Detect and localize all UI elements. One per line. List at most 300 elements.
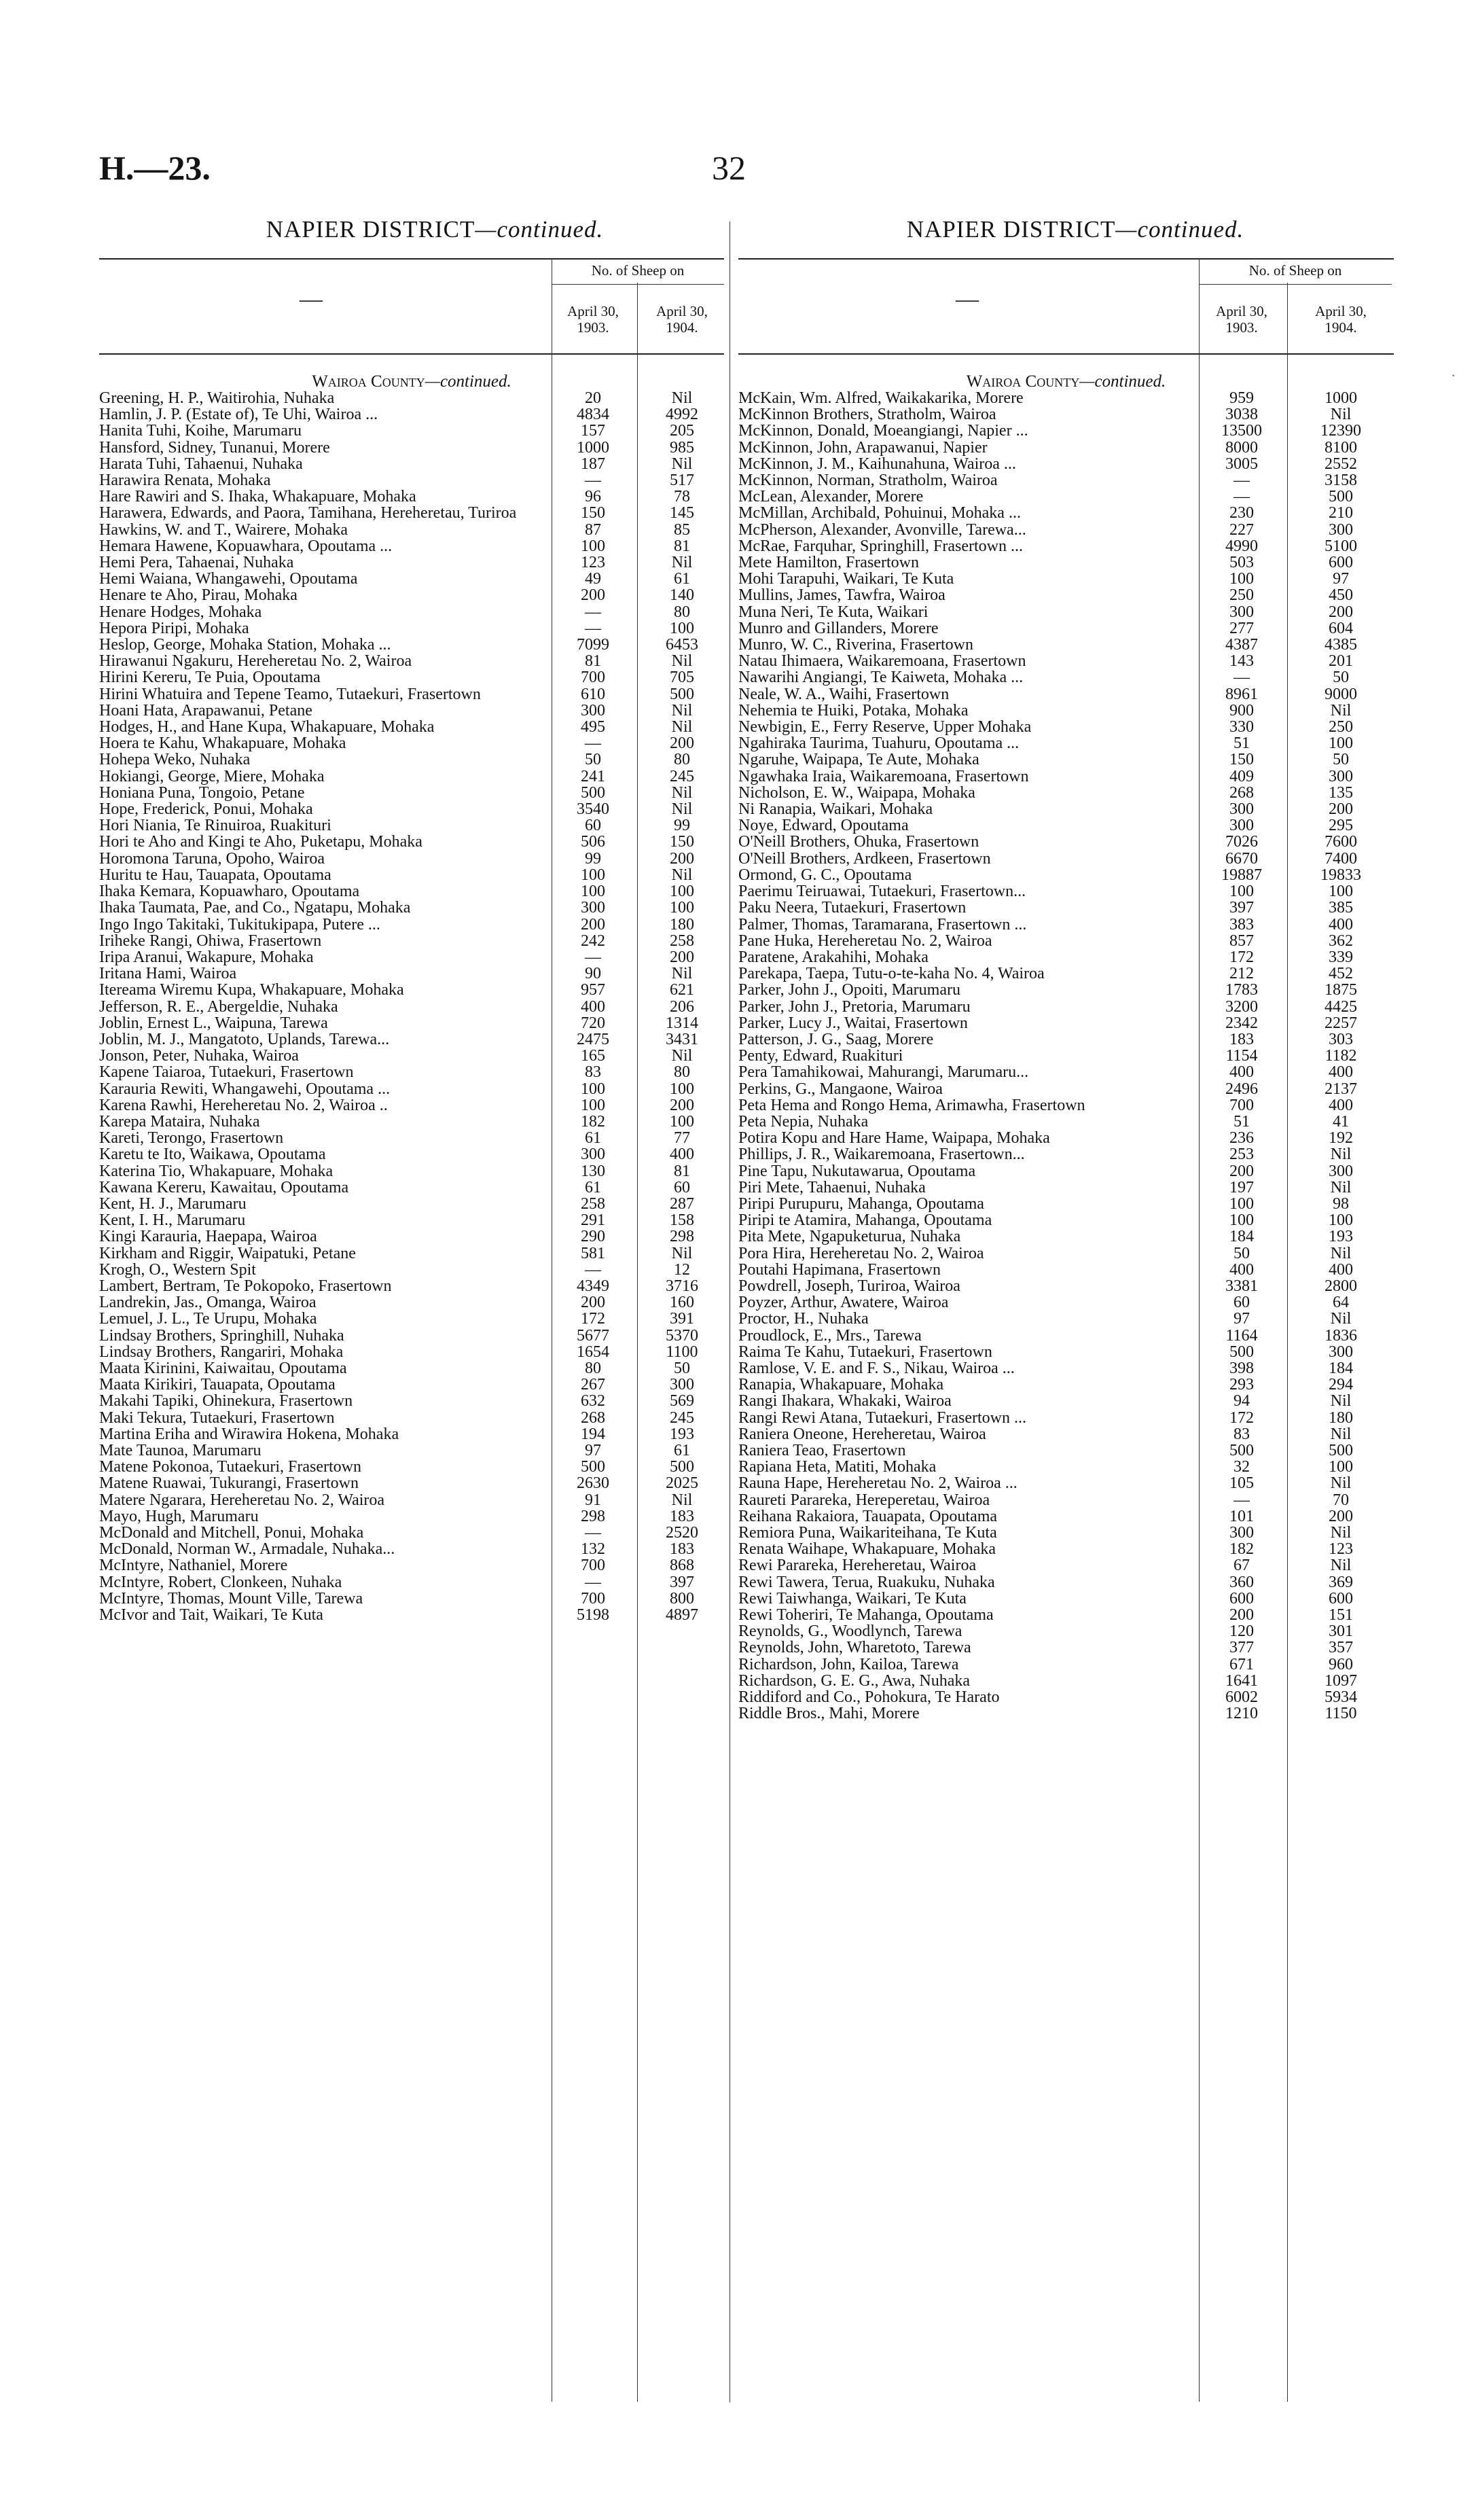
sheep-1903: 1210 [1225, 1705, 1258, 1723]
owner-name: Lindsay Brothers, Rangariri, Mohaka [99, 1343, 344, 1361]
sheep-1904: Nil [1330, 1178, 1352, 1196]
table-row [99, 489, 724, 505]
owner-name: Kareti, Terongo, Frasertown [99, 1129, 284, 1148]
table-row [738, 390, 1394, 406]
sheep-1904: 500 [670, 685, 694, 703]
table-row [738, 1393, 1394, 1409]
sheep-1903: 6002 [1225, 1688, 1258, 1707]
table-row [738, 1130, 1394, 1146]
owner-name: Hirawanui Ngakuru, Hereheretau No. 2, Wairoa [99, 652, 412, 671]
table-row [738, 703, 1394, 719]
sheep-1903: 506 [581, 833, 605, 851]
table-row [738, 538, 1394, 554]
sheep-1904: 5100 [1325, 537, 1357, 555]
table-row [99, 669, 724, 686]
owner-name: Poyzer, Arthur, Awatere, Wairoa [738, 1294, 949, 1312]
sheep-1903: 600 [1229, 1589, 1254, 1608]
sheep-1904: 4385 [1325, 636, 1357, 654]
sheep-1903: — [585, 948, 601, 966]
sheep-1904: 140 [670, 586, 694, 605]
table-row [99, 1163, 724, 1179]
right-section-title [780, 216, 1371, 243]
table-row [99, 1262, 724, 1278]
owner-name: Matene Pokonoa, Tutaekuri, Frasertown [99, 1458, 361, 1476]
table-row [99, 1557, 724, 1574]
sheep-1903: 377 [1229, 1639, 1254, 1657]
sheep-1903: 398 [1229, 1359, 1254, 1377]
sheep-1903: 241 [581, 767, 605, 785]
owner-name: Palmer, Thomas, Taramarana, Frasertown ... [738, 915, 1027, 934]
owner-name: Reynolds, John, Wharetoto, Tarewa [738, 1639, 971, 1657]
owner-name: Natau Ihimaera, Waikaremoana, Frasertown [738, 652, 1026, 671]
sheep-1904: 5934 [1325, 1688, 1357, 1707]
sheep-1903: 500 [1229, 1442, 1254, 1459]
table-row [738, 1294, 1394, 1311]
owner-name: Pita Mete, Ngapuketurua, Nuhaka [738, 1228, 961, 1246]
table-row [99, 1344, 724, 1360]
sheep-1903: 83 [585, 1063, 601, 1082]
sheep-1903: 500 [1229, 1343, 1254, 1361]
sheep-1903: — [585, 472, 601, 490]
left-col-1903: April 30, 1903. [567, 303, 619, 336]
page-number: 32 [712, 149, 746, 187]
owner-name: Powdrell, Joseph, Turiroa, Wairoa [738, 1277, 960, 1295]
sheep-1903: 503 [1229, 554, 1254, 572]
owner-name: Hori te Aho and Kingi te Aho, Puketapu, Mohaka [99, 833, 422, 851]
sheep-1904: 180 [670, 915, 694, 934]
owner-name: Katerina Tio, Whakapuare, Mohaka [99, 1162, 334, 1180]
table-row [738, 1097, 1394, 1114]
owner-name: Rewi Parareka, Hereheretau, Wairoa [738, 1557, 977, 1575]
sheep-1903: 1783 [1225, 981, 1258, 999]
table-row [99, 1130, 724, 1146]
table-row [99, 1541, 724, 1557]
sheep-1904: 452 [1329, 965, 1353, 983]
table-row [738, 834, 1394, 850]
owner-name: Nicholson, E. W., Waipapa, Mohaka [738, 783, 975, 802]
table-row [738, 1541, 1394, 1557]
table-row [738, 851, 1394, 867]
owner-name: Poutahi Hapimana, Frasertown [738, 1260, 941, 1279]
sheep-1904: 50 [1333, 751, 1349, 769]
table-row [99, 637, 724, 653]
sheep-1904: 500 [1329, 1442, 1353, 1459]
sheep-1904: 300 [670, 1376, 694, 1394]
sheep-1904: 193 [1329, 1228, 1353, 1246]
sheep-1904: 61 [674, 570, 690, 588]
sheep-1903: — [585, 603, 601, 621]
owner-name: Karetu te Ito, Waikawa, Opoutama [99, 1146, 326, 1164]
sheep-1904: 600 [1329, 1589, 1353, 1608]
sheep-1904: Nil [671, 554, 693, 572]
sheep-1903: 200 [1229, 1162, 1254, 1180]
sheep-1903: 49 [585, 570, 601, 588]
sheep-1904: 1000 [1325, 389, 1357, 407]
table-row [738, 406, 1394, 423]
sheep-1903: 13500 [1221, 422, 1262, 440]
sheep-1904: 100 [1329, 1211, 1353, 1230]
sheep-1904: 100 [670, 619, 694, 637]
sheep-1904: 400 [1329, 1260, 1353, 1279]
sheep-1904: 80 [674, 603, 690, 621]
table-row [99, 440, 724, 456]
sheep-1904: Nil [1330, 1425, 1352, 1443]
sheep-1903: 200 [581, 915, 605, 934]
sheep-1904: 200 [670, 948, 694, 966]
table-row [99, 1311, 724, 1327]
owner-name: Huritu te Hau, Tauapata, Opoutama [99, 866, 331, 884]
table-row [99, 719, 724, 735]
sheep-1903: 236 [1229, 1129, 1254, 1148]
sheep-1903: 120 [1229, 1622, 1254, 1641]
right-title-suffix: —continued. [1115, 216, 1244, 243]
sheep-1904: 145 [670, 504, 694, 522]
table-row [99, 1492, 724, 1508]
table-row [738, 1278, 1394, 1294]
sheep-1904: 258 [670, 931, 694, 950]
owner-name: Piripi te Atamira, Mahanga, Opoutama [738, 1211, 992, 1230]
table-row [738, 472, 1394, 489]
sheep-1903: 290 [581, 1228, 605, 1246]
sheep-1904: 151 [1329, 1606, 1353, 1625]
owner-name: Pine Tapu, Nukutawarua, Opoutama [738, 1162, 976, 1180]
table-row [738, 751, 1394, 768]
table-row [738, 867, 1394, 883]
table-row [738, 1574, 1394, 1591]
sheep-1904: 600 [1329, 554, 1353, 572]
owner-name: Kent, I. H., Marumaru [99, 1211, 246, 1230]
table-row [99, 1574, 724, 1591]
sheep-1903: 100 [1229, 1211, 1254, 1230]
right-col-1904: April 30, 1904. [1315, 303, 1367, 336]
sheep-1904: 184 [1329, 1359, 1353, 1377]
sheep-1903: 8961 [1225, 685, 1258, 703]
sheep-1903: 300 [1229, 1524, 1254, 1542]
sheep-1903: 200 [1229, 1606, 1254, 1625]
table-row [738, 1656, 1394, 1673]
sheep-1903: 3005 [1225, 455, 1258, 473]
sheep-1904: Nil [671, 718, 693, 737]
sheep-1904: 80 [674, 751, 690, 769]
owner-name: Piripi Purupuru, Mahanga, Opoutama [738, 1194, 984, 1213]
sheep-1904: 300 [1329, 767, 1353, 785]
table-row [99, 456, 724, 472]
sheep-1903: 610 [581, 685, 605, 703]
sheep-1903: 81 [585, 652, 601, 671]
sheep-1904: 357 [1329, 1639, 1353, 1657]
table-row [738, 1163, 1394, 1179]
sheep-1904: 201 [1329, 652, 1353, 671]
owner-name: Ni Ranapia, Waikari, Mohaka [738, 800, 933, 819]
owner-name: Hohepa Weko, Nuhaka [99, 751, 251, 769]
sheep-1903: 130 [581, 1162, 605, 1180]
sheep-1904: 100 [1329, 734, 1353, 753]
owner-name: Hirini Kereru, Te Puia, Opoutama [99, 669, 321, 687]
sheep-1904: 19833 [1320, 866, 1361, 884]
owner-name: Karauria Rewiti, Whangawehi, Opoutama ... [99, 1080, 391, 1098]
sheep-1903: 409 [1229, 767, 1254, 785]
sheep-1903: 172 [1229, 948, 1254, 966]
sheep-1903: 60 [1234, 1294, 1250, 1312]
owner-name: Richardson, John, Kailoa, Tarewa [738, 1655, 959, 1673]
owner-name: Hemi Pera, Tahaenai, Nuhaka [99, 554, 294, 572]
sheep-1904: 1314 [666, 1014, 698, 1032]
owner-name: McDonald and Mitchell, Ponui, Mohaka [99, 1524, 364, 1542]
table-row [738, 1262, 1394, 1278]
sheep-1903: — [585, 619, 601, 637]
table-row [738, 1328, 1394, 1344]
sheep-1903: 291 [581, 1211, 605, 1230]
sheep-1903: 83 [1234, 1425, 1250, 1443]
table-row [99, 1015, 724, 1031]
owner-name: McIntyre, Robert, Clonkeen, Nuhaka [99, 1573, 342, 1591]
owner-name: Richardson, G. E. G., Awa, Nuhaka [738, 1671, 971, 1690]
sheep-1903: 96 [585, 488, 601, 506]
sheep-1903: 19887 [1221, 866, 1262, 884]
owner-name: Parker, Lucy J., Waitai, Frasertown [738, 1014, 968, 1032]
owner-name: Pane Huka, Hereheretau No. 2, Wairoa [738, 931, 992, 950]
sheep-1903: 50 [585, 751, 601, 769]
sheep-1904: 868 [670, 1557, 694, 1575]
table-row [738, 965, 1394, 982]
sheep-1904: 7400 [1325, 849, 1357, 868]
right-title-text: NAPIER DISTRICT [906, 216, 1116, 243]
sheep-1903: 200 [581, 1294, 605, 1312]
table-row [738, 917, 1394, 933]
sheep-1904: 2257 [1325, 1014, 1357, 1032]
table-row [738, 669, 1394, 686]
sheep-1903: 700 [581, 669, 605, 687]
table-row [99, 1442, 724, 1459]
sheep-1903: 250 [1229, 586, 1254, 605]
sheep-1903: 1000 [577, 438, 609, 457]
sheep-1903: 100 [581, 537, 605, 555]
sheep-1904: Nil [671, 652, 693, 671]
owner-name: Phillips, J. R., Waikaremoana, Frasertown... [738, 1146, 1025, 1164]
sheep-1903: 2475 [577, 1030, 609, 1048]
sheep-1903: 182 [1229, 1540, 1254, 1559]
sheep-1903: 300 [581, 701, 605, 720]
owner-name: Jefferson, R. E., Abergeldie, Nuhaka [99, 997, 338, 1016]
owner-name: Hemi Waiana, Whangawehi, Opoutama [99, 570, 358, 588]
table-row [99, 1212, 724, 1228]
table-row [738, 456, 1394, 472]
table-row [99, 1377, 724, 1393]
table-row [738, 735, 1394, 751]
owner-name: Potira Kopu and Hare Hame, Waipapa, Mohaka [738, 1129, 1050, 1148]
sheep-1903: 60 [585, 817, 601, 835]
owner-name: Hepora Piripi, Mohaka [99, 619, 249, 637]
sheep-1903: 150 [581, 504, 605, 522]
owner-name: Jonson, Peter, Nuhaka, Wairoa [99, 1047, 299, 1065]
sheep-1903: 100 [1229, 883, 1254, 901]
sheep-1903: — [585, 1573, 601, 1591]
owner-name: Lambert, Bertram, Te Pokopoko, Frasertown [99, 1277, 392, 1295]
sheep-1904: 80 [674, 1063, 690, 1082]
owner-name: Maata Kirikiri, Tauapata, Opoutama [99, 1376, 336, 1394]
table-row [738, 1475, 1394, 1491]
owner-name: O'Neill Brothers, Ohuka, Frasertown [738, 833, 979, 851]
sheep-1903: 268 [1229, 783, 1254, 802]
table-row [99, 1508, 724, 1525]
table-row [738, 637, 1394, 653]
owner-name: McIntyre, Nathaniel, Morere [99, 1557, 288, 1575]
sheep-1904: 12390 [1320, 422, 1361, 440]
sheep-1903: — [1234, 669, 1250, 687]
sheep-1904: Nil [1330, 1310, 1352, 1328]
sheep-1904: 400 [670, 1146, 694, 1164]
sheep-1903: 100 [1229, 1194, 1254, 1213]
sheep-1903: 212 [1229, 965, 1254, 983]
sheep-1904: 250 [1329, 718, 1353, 737]
table-row [738, 1081, 1394, 1097]
owner-name: Krogh, O., Western Spit [99, 1260, 256, 1279]
sheep-1903: 300 [581, 1146, 605, 1164]
sheep-1904: 160 [670, 1294, 694, 1312]
sheep-1904: 100 [1329, 883, 1353, 901]
table-row [738, 1426, 1394, 1442]
owner-name: Rangi Ihakara, Whakaki, Wairoa [738, 1392, 952, 1410]
left-title-suffix: —continued. [475, 216, 604, 243]
sheep-1904: Nil [1330, 1392, 1352, 1410]
sheep-1903: 3200 [1225, 997, 1258, 1016]
sheep-1904: 81 [674, 1162, 690, 1180]
sheep-1904: 362 [1329, 931, 1353, 950]
sheep-1904: 135 [1329, 783, 1353, 802]
owner-name: McRae, Farquhar, Springhill, Frasertown ... [738, 537, 1023, 555]
sheep-1903: 268 [581, 1408, 605, 1427]
table-row [738, 982, 1394, 998]
sheep-1904: 4992 [666, 406, 698, 424]
sheep-1904: 183 [670, 1507, 694, 1525]
sheep-1904: Nil [1330, 1557, 1352, 1575]
sheep-1903: 172 [581, 1310, 605, 1328]
sheep-1904: 1100 [666, 1343, 698, 1361]
right-table-header [738, 258, 1394, 355]
table-row [738, 686, 1394, 703]
sheep-1904: 391 [670, 1310, 694, 1328]
right-name-column-header: — [956, 287, 979, 312]
sheep-1904: 301 [1329, 1622, 1353, 1641]
table-row [99, 406, 724, 423]
sheep-1903: 80 [585, 1359, 601, 1377]
sheep-1904: 78 [674, 488, 690, 506]
left-section-title [204, 216, 666, 243]
owner-name: McKinnon, J. M., Kaihunahuna, Wairoa ... [738, 455, 1016, 473]
table-row [99, 1591, 724, 1607]
sheep-1904: Nil [671, 701, 693, 720]
owner-name: Kawana Kereru, Kawaitau, Opoutama [99, 1178, 349, 1196]
sheep-1904: Nil [1330, 406, 1352, 424]
owner-name: Raniera Oneone, Hereheretau, Wairoa [738, 1425, 986, 1443]
sheep-1904: Nil [671, 1047, 693, 1065]
sheep-1903: 5677 [577, 1326, 609, 1345]
sheep-1903: 632 [581, 1392, 605, 1410]
table-row [738, 949, 1394, 965]
owner-name: Raniera Teao, Frasertown [738, 1442, 906, 1459]
sheep-1903: 194 [581, 1425, 605, 1443]
sheep-1904: 3158 [1325, 472, 1357, 490]
table-row [99, 653, 724, 669]
sheep-1903: 300 [1229, 800, 1254, 819]
sheep-1904: 385 [1329, 899, 1353, 917]
table-row [738, 1689, 1394, 1705]
sheep-1904: 569 [670, 1392, 694, 1410]
sheep-1904: 300 [1329, 520, 1353, 539]
sheep-1904: 50 [674, 1359, 690, 1377]
table-row [99, 1031, 724, 1048]
sheep-1904: 800 [670, 1589, 694, 1608]
sheep-1904: 81 [674, 537, 690, 555]
table-row [738, 785, 1394, 801]
sheep-1904: Nil [671, 455, 693, 473]
left-name-column-header: — [300, 287, 323, 312]
sheep-1903: 99 [585, 849, 601, 868]
owner-name: Rangi Rewi Atana, Tutaekuri, Frasertown ... [738, 1408, 1026, 1427]
table-row [99, 703, 724, 719]
table-row [99, 1459, 724, 1475]
owner-name: McIntyre, Thomas, Mount Ville, Tarewa [99, 1589, 363, 1608]
sheep-1904: 985 [670, 438, 694, 457]
table-row [738, 1492, 1394, 1508]
sheep-1904: 1150 [1325, 1705, 1357, 1723]
sheep-1903: — [585, 1524, 601, 1542]
sheep-1903: 32 [1234, 1458, 1250, 1476]
sheep-1904: 500 [1329, 488, 1353, 506]
sheep-1903: 101 [1229, 1507, 1254, 1525]
right-col-1903: April 30, 1903. [1216, 303, 1267, 336]
owner-name: Paku Neera, Tutaekuri, Frasertown [738, 899, 967, 917]
sheep-1903: 143 [1229, 652, 1254, 671]
owner-name: Hemara Hawene, Kopuawhara, Opoutama ... [99, 537, 393, 555]
sheep-1903: 187 [581, 455, 605, 473]
left-sheep-group-header: No. of Sheep on [591, 262, 685, 279]
sheep-1903: 3038 [1225, 406, 1258, 424]
table-row [738, 587, 1394, 603]
sheep-1903: 500 [581, 783, 605, 802]
sheep-1904: 200 [670, 849, 694, 868]
sheep-1904: Nil [671, 389, 693, 407]
owner-name: Piri Mete, Tahaenui, Nuhaka [738, 1178, 926, 1196]
owner-name: Nehemia te Huiki, Potaka, Mohaka [738, 701, 969, 720]
table-row [99, 1064, 724, 1080]
owner-name: Ranapia, Whakapuare, Mohaka [738, 1376, 944, 1394]
sheep-1903: 500 [581, 1458, 605, 1476]
owner-name: Ngaruhe, Waipapa, Te Aute, Mohaka [738, 751, 979, 769]
right-sheep-group-header: No. of Sheep on [1248, 262, 1342, 279]
sheep-1903: 671 [1229, 1655, 1254, 1673]
table-row [99, 1081, 724, 1097]
table-row [738, 900, 1394, 916]
owner-name: Parker, John J., Pretoria, Marumaru [738, 997, 971, 1016]
owner-name: Remiora Puna, Waikariteihana, Te Kuta [738, 1524, 997, 1542]
right-rows [738, 374, 1394, 1722]
table-row [99, 1607, 724, 1623]
sheep-1903: 1641 [1225, 1671, 1258, 1690]
table-row [738, 1360, 1394, 1377]
sheep-1903: — [1234, 1491, 1250, 1509]
sheep-1904: 41 [1333, 1112, 1349, 1131]
sheep-1904: 158 [670, 1211, 694, 1230]
owner-name: Maki Tekura, Tutaekuri, Frasertown [99, 1408, 335, 1427]
sheep-1903: 700 [581, 1589, 605, 1608]
table-row [99, 735, 724, 751]
sheep-1903: 182 [581, 1112, 605, 1131]
table-row [738, 554, 1394, 571]
sheep-1903: — [585, 734, 601, 753]
sheep-1904: 100 [670, 1112, 694, 1131]
sheep-1903: 4387 [1225, 636, 1258, 654]
